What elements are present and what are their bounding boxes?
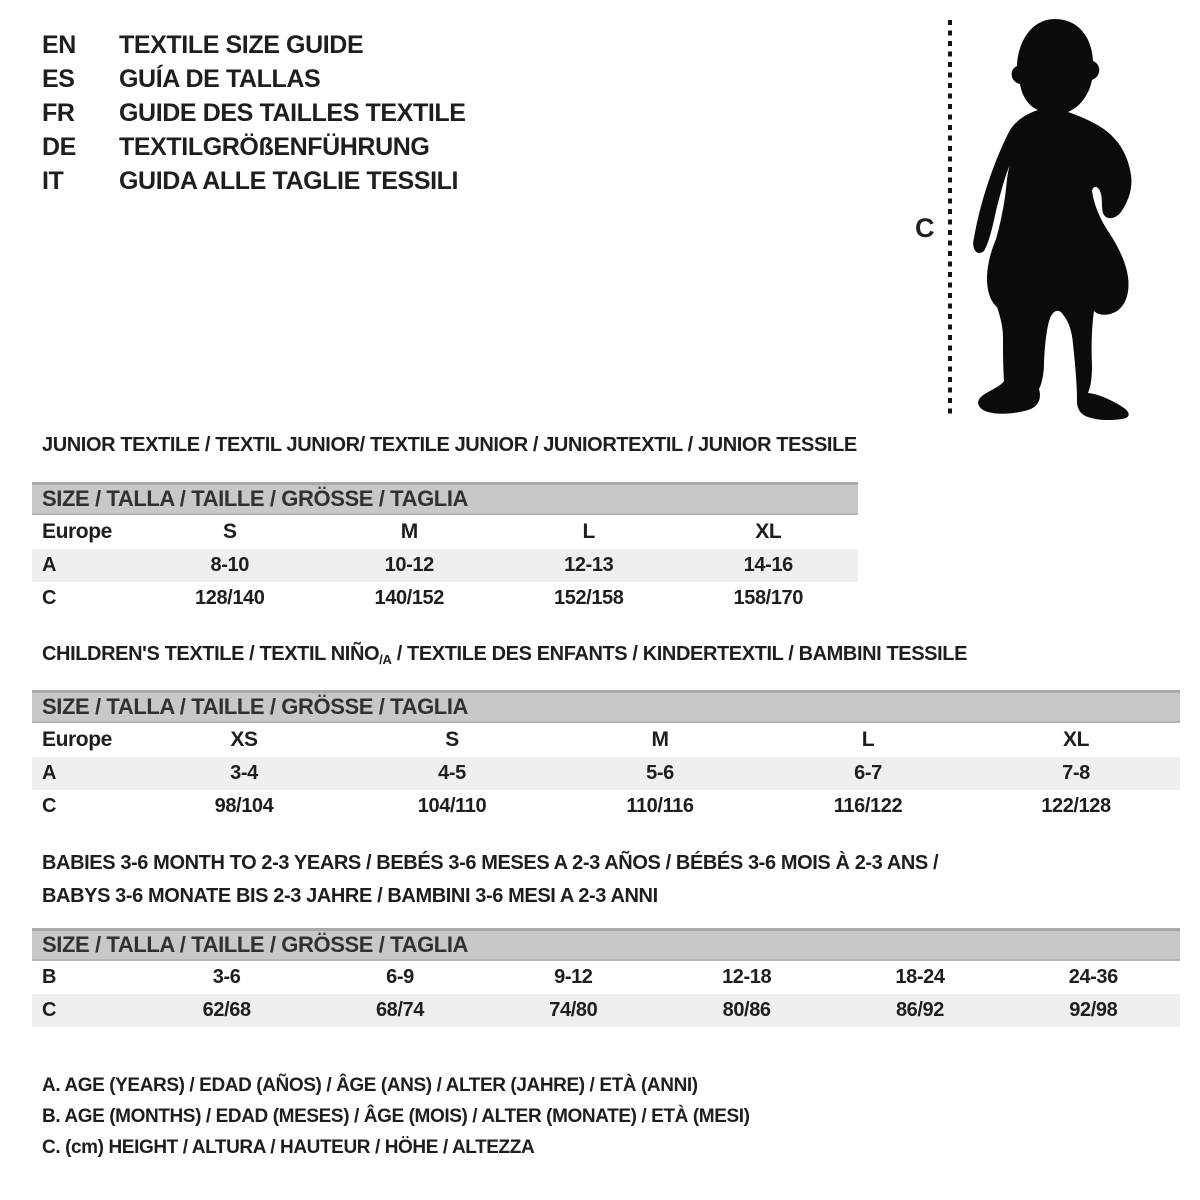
language-code: ES bbox=[42, 64, 75, 93]
column-header-row bbox=[32, 515, 858, 549]
row-label: C bbox=[42, 795, 57, 817]
guide-title-es: GUÍA DE TALLAS bbox=[119, 64, 321, 93]
size-header-bar: SIZE / TALLA / TAILLE / GRÖSSE / TAGLIA bbox=[32, 928, 1180, 961]
size-value-cell: 62/68 bbox=[202, 999, 251, 1021]
size-value-cell: 110/116 bbox=[626, 795, 694, 817]
size-value-cell: 152/158 bbox=[554, 587, 624, 609]
size-value-cell: 10-12 bbox=[384, 554, 434, 576]
babies-section-title-line1: BABIES 3-6 MONTH TO 2-3 YEARS / BEBÉS 3-6 MESES A 2-3 AÑOS / BÉBÉS 3-6 MOIS À 2-3 ANS / bbox=[42, 852, 939, 874]
row-label: C bbox=[42, 999, 57, 1021]
children-title-text-suffix: / TEXTILE DES ENFANTS / KINDERTEXTIL / BAMBINI TESSILE bbox=[391, 643, 968, 665]
language-title-block bbox=[42, 28, 466, 198]
size-value-cell: 24-36 bbox=[1068, 966, 1118, 988]
size-header-bar: SIZE / TALLA / TAILLE / GRÖSSE / TAGLIA bbox=[32, 482, 858, 515]
legend-line-c: C. (cm) HEIGHT / ALTURA / HAUTEUR / HÖHE / ALTEZZA bbox=[42, 1136, 535, 1158]
size-value-cell: 80/86 bbox=[722, 999, 771, 1021]
size-value-cell: 158/170 bbox=[733, 587, 803, 609]
toddler-silhouette-figure bbox=[936, 12, 1150, 424]
table-row bbox=[32, 994, 1180, 1027]
language-code: DE bbox=[42, 132, 76, 161]
size-value-cell: 140/152 bbox=[374, 587, 444, 609]
size-header-bar: SIZE / TALLA / TAILLE / GRÖSSE / TAGLIA bbox=[32, 690, 1180, 723]
children-title-text: CHILDREN'S TEXTILE / TEXTIL NIÑO bbox=[42, 643, 380, 665]
size-value-cell: 18-24 bbox=[895, 966, 945, 988]
size-value-cell: 68/74 bbox=[375, 999, 425, 1021]
size-value-cell: 9-12 bbox=[554, 966, 593, 988]
language-row bbox=[42, 96, 466, 130]
measure-legend-block bbox=[42, 1070, 750, 1163]
language-row bbox=[42, 62, 466, 96]
region-column-header: Europe bbox=[42, 520, 112, 543]
language-row bbox=[42, 164, 466, 198]
size-column-header: XS bbox=[230, 728, 258, 751]
guide-title-fr: GUIDE DES TAILLES TEXTILE bbox=[119, 98, 466, 127]
size-value-cell: 6-9 bbox=[386, 966, 414, 988]
row-label: A bbox=[42, 554, 57, 576]
column-header-row bbox=[32, 723, 1180, 757]
size-value-cell: 116/122 bbox=[833, 795, 903, 817]
children-size-table bbox=[32, 690, 1180, 823]
size-column-header: M bbox=[651, 728, 669, 751]
junior-section-title: JUNIOR TEXTILE / TEXTIL JUNIOR/ TEXTILE JUNIOR / JUNIORTEXTIL / JUNIOR TESSILE bbox=[42, 434, 857, 456]
size-value-cell: 86/92 bbox=[895, 999, 944, 1021]
size-column-header: XL bbox=[1062, 728, 1090, 751]
size-value-cell: 74/80 bbox=[549, 999, 598, 1021]
size-value-cell: 12-18 bbox=[722, 966, 772, 988]
size-value-cell: 5-6 bbox=[646, 762, 674, 784]
size-column-header: L bbox=[582, 520, 595, 543]
guide-title-it: GUIDA ALLE TAGLIE TESSILI bbox=[119, 166, 459, 195]
size-value-cell: 3-4 bbox=[230, 762, 258, 784]
table-row bbox=[32, 961, 1180, 994]
guide-title-en: TEXTILE SIZE GUIDE bbox=[119, 30, 364, 59]
row-label: B bbox=[42, 966, 57, 988]
language-code: IT bbox=[42, 166, 64, 195]
babies-size-table bbox=[32, 928, 1180, 1027]
junior-size-table bbox=[32, 482, 858, 615]
size-column-header: M bbox=[400, 520, 418, 543]
table-row bbox=[32, 582, 858, 615]
region-column-header: Europe bbox=[42, 728, 112, 751]
table-row bbox=[32, 790, 1180, 823]
size-value-cell: 3-6 bbox=[212, 966, 241, 988]
size-value-cell: 8-10 bbox=[210, 554, 249, 576]
babies-section-title-line2: BABYS 3-6 MONATE BIS 2-3 JAHRE / BAMBINI 3-6 MESI A 2-3 ANNI bbox=[42, 885, 658, 907]
height-measure-label: C bbox=[915, 213, 935, 243]
language-code: EN bbox=[42, 30, 76, 59]
size-value-cell: 12-13 bbox=[564, 554, 614, 576]
table-row bbox=[32, 549, 858, 582]
guide-title-de: TEXTILGRÖßENFÜHRUNG bbox=[119, 132, 430, 161]
size-value-cell: 92/98 bbox=[1069, 999, 1118, 1021]
language-code: FR bbox=[42, 98, 75, 127]
language-row bbox=[42, 130, 466, 164]
children-section-title bbox=[42, 643, 967, 667]
size-column-header: XL bbox=[755, 520, 782, 543]
size-value-cell: 122/128 bbox=[1041, 795, 1111, 817]
toddler-silhouette-icon bbox=[973, 19, 1131, 420]
table-row bbox=[32, 757, 1180, 790]
children-title-subscript: /A bbox=[379, 652, 392, 667]
size-value-cell: 14-16 bbox=[743, 554, 793, 576]
size-value-cell: 4-5 bbox=[438, 762, 466, 784]
language-row bbox=[42, 28, 466, 62]
size-value-cell: 7-8 bbox=[1062, 762, 1090, 784]
size-column-header: S bbox=[445, 728, 459, 751]
size-value-cell: 104/110 bbox=[417, 795, 487, 817]
size-column-header: L bbox=[861, 728, 875, 751]
size-value-cell: 128/140 bbox=[195, 587, 265, 609]
size-column-header: S bbox=[222, 520, 237, 543]
legend-line-a: A. AGE (YEARS) / EDAD (AÑOS) / ÂGE (ANS) / ALTER (JAHRE) / ETÀ (ANNI) bbox=[42, 1074, 698, 1096]
size-value-cell: 6-7 bbox=[854, 762, 882, 784]
row-label: C bbox=[42, 587, 57, 609]
row-label: A bbox=[42, 762, 57, 784]
legend-line-b: B. AGE (MONTHS) / EDAD (MESES) / ÂGE (MOIS) / ALTER (MONATE) / ETÀ (MESI) bbox=[42, 1105, 750, 1127]
size-value-cell: 98/104 bbox=[214, 795, 274, 817]
